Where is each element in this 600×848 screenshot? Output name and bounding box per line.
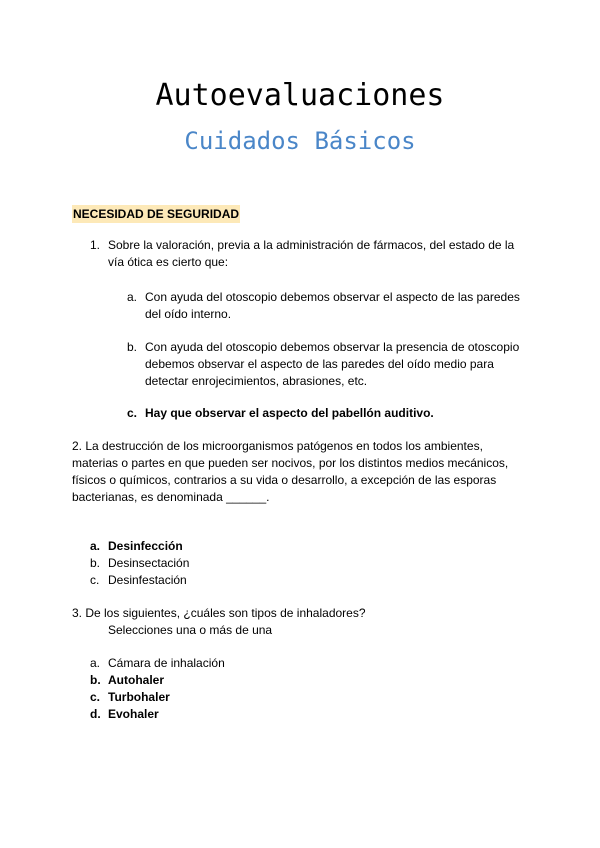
question-2-text-line2: materias o partes en que pueden ser nocivos, por los distintos medios mecánicos, [72,456,509,470]
question-1-option-a-line2: del oído interno. [145,307,232,321]
question-3-option-a-label: Cámara de inhalación [108,656,225,670]
question-3-option-b-letter: b. [90,673,101,687]
question-1-option-b-letter: b. [127,340,138,354]
question-2-text-line4: bacterianas, es denominada ______. [72,490,270,504]
question-1-option-a-line1: Con ayuda del otoscopio debemos observar el aspecto de las paredes [145,290,520,304]
question-1-option-a-letter: a. [127,290,138,304]
question-2-text-line3: físicos o químicos, contrarios a su vida o desarrollo, a excepción de las esporas [72,473,497,487]
question-3-option-c-letter: c. [90,690,101,704]
page-subtitle: Cuidados Básicos [184,127,416,155]
question-1-option-c-letter: c. [127,406,138,420]
question-1-option-b-line2: debemos observar el aspecto de las paredes del oído medio para [145,357,494,371]
question-2-option-b-letter: b. [90,556,101,570]
question-2-option-a-letter: a. [90,539,101,553]
question-1-number: 1. [90,238,101,252]
question-2-text-line1: 2. La destrucción de los microorganismos patógenos en todos los ambientes, [72,439,483,453]
question-3-option-d-label: Evohaler [108,707,159,721]
question-3-text: 3. De los siguientes, ¿cuáles son tipos de inhaladores? [72,606,366,620]
question-1-option-b-line1: Con ayuda del otoscopio debemos observar la presencia de otoscopio [145,340,520,354]
question-2-option-b-label: Desinsectación [108,556,190,570]
question-1-option-c-line1: Hay que observar el aspecto del pabellón auditivo. [145,406,434,420]
question-3-option-a-letter: a. [90,656,101,670]
question-1-text-line1: Sobre la valoración, previa a la administración de fármacos, del estado de la [108,238,515,252]
section-heading: NECESIDAD DE SEGURIDAD [73,207,240,221]
question-1-text-line2: vía ótica es cierto que: [108,255,229,269]
question-3-option-b-label: Autohaler [108,673,165,687]
question-2-option-c-label: Desinfestación [108,573,187,587]
page-title: Autoevaluaciones [155,78,445,113]
question-3-option-d-letter: d. [90,707,101,721]
question-3-instruction: Selecciones una o más de una [108,623,273,637]
question-3-option-c-label: Turbohaler [108,690,170,704]
question-2-option-c-letter: c. [90,573,100,587]
question-2-option-a-label: Desinfección [108,539,183,553]
question-1-option-b-line3: detectar enrojecimientos, abrasiones, etc. [145,374,368,388]
